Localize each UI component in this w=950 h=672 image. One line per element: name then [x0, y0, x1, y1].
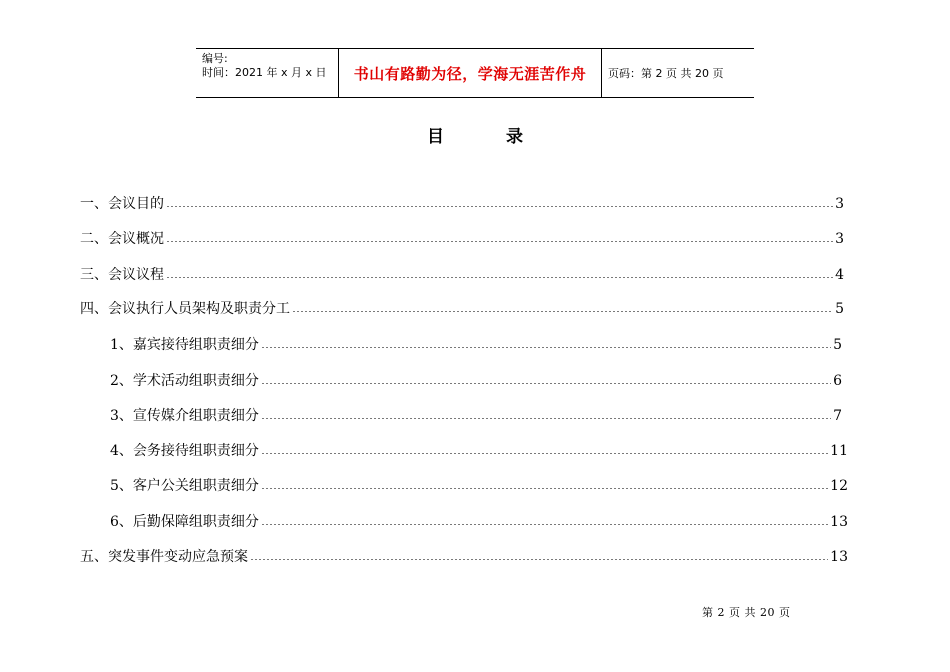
toc-entry-label: 1、嘉宾接待组职责细分 [110, 337, 259, 353]
toc-entry-page: 13 [830, 514, 848, 530]
page-header [196, 48, 754, 98]
toc-entry[interactable] [110, 511, 848, 531]
toc-leader-dots [261, 418, 831, 419]
toc-entry[interactable] [80, 546, 848, 566]
toc-entry[interactable] [110, 405, 842, 425]
toc-entry[interactable] [110, 370, 842, 390]
page-footer: 第 2 页 共 20 页 [702, 606, 791, 619]
toc-entry-label: 6、后勤保障组职责细分 [110, 514, 259, 530]
toc-entry-page: 5 [833, 337, 842, 353]
toc-entry-page: 5 [835, 301, 844, 317]
toc-entry-page: 12 [830, 478, 848, 494]
header-motto: 书山有路勤为径，学海无涯苦作舟 [353, 64, 587, 83]
header-meta [196, 49, 338, 97]
header-page-number: 页码：第 2 页 共 20 页 [608, 67, 724, 80]
toc-entry-page: 7 [833, 408, 842, 424]
toc-entry[interactable] [80, 264, 844, 284]
toc-entry-page: 13 [830, 549, 848, 565]
toc-leader-dots [166, 206, 833, 207]
toc-entry-label: 一、会议目的 [80, 196, 164, 212]
toc-entry-label: 5、客户公关组职责细分 [110, 478, 259, 494]
toc-entry-label: 二、会议概况 [80, 231, 164, 247]
toc-leader-dots [261, 383, 831, 384]
toc-entry-page: 4 [835, 267, 844, 283]
document-date-label: 时间：2021 年 x 月 x 日 [202, 66, 327, 79]
toc-entry-label: 四、会议执行人员架构及职责分工 [80, 301, 290, 317]
toc-leader-dots [250, 559, 828, 560]
toc-entry[interactable] [80, 298, 844, 318]
toc-entry[interactable] [80, 193, 844, 213]
toc-entry[interactable] [110, 475, 848, 495]
toc-entry-label: 五、突发事件变动应急预案 [80, 549, 248, 565]
toc-leader-dots [166, 241, 833, 242]
page-title: 目 录 [427, 127, 551, 147]
toc-entry-page: 3 [835, 231, 844, 247]
toc-leader-dots [261, 488, 828, 489]
toc-leader-dots [261, 524, 828, 525]
toc-leader-dots [166, 277, 833, 278]
document-number-label: 编号: [202, 52, 228, 65]
toc-entry-label: 4、会务接待组职责细分 [110, 443, 259, 459]
toc-entry[interactable] [110, 440, 848, 460]
toc-entry[interactable] [110, 334, 842, 354]
toc-entry-label: 3、宣传媒介组职责细分 [110, 408, 259, 424]
header-page-cell [602, 49, 754, 97]
toc-leader-dots [261, 347, 831, 348]
toc-entry[interactable] [80, 228, 844, 248]
toc-entry-page: 11 [830, 443, 848, 459]
toc-entry-page: 6 [833, 373, 842, 389]
toc-entry-page: 3 [835, 196, 844, 212]
toc-entry-label: 2、学术活动组职责细分 [110, 373, 259, 389]
toc-leader-dots [292, 311, 833, 312]
toc-entry-label: 三、会议议程 [80, 267, 164, 283]
toc-leader-dots [261, 453, 828, 454]
header-motto-cell [338, 49, 602, 97]
